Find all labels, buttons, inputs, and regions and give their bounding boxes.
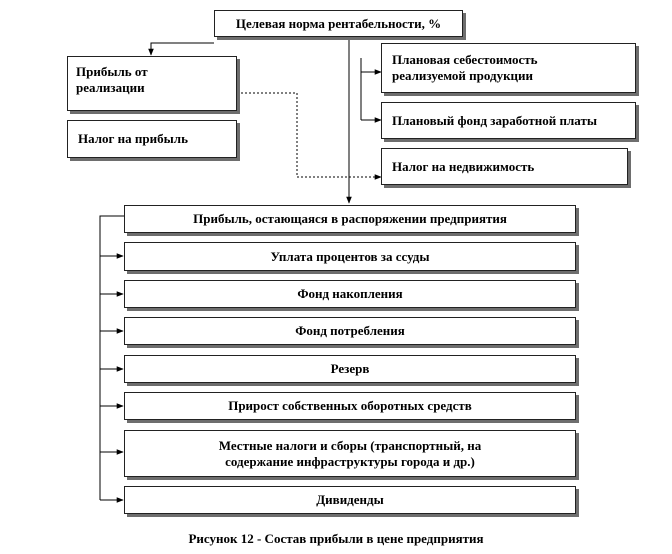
distribution-item	[124, 486, 576, 514]
distribution-item-label: Резерв	[330, 361, 370, 376]
profit-from-sales-box	[67, 56, 237, 111]
distribution-item-label: Фонд потребления	[295, 323, 405, 338]
target-profitability-box	[214, 10, 463, 37]
figure-caption: Рисунок 12 - Состав прибыли в цене предприятия	[188, 531, 484, 546]
profit-tax-box	[67, 120, 237, 158]
retained-profit-box	[124, 205, 576, 233]
target-profitability-label: Целевая норма рентабельности, %	[235, 15, 442, 31]
dotted-link-profit	[237, 93, 381, 177]
distribution-item-label: Уплата процентов за ссуды	[270, 248, 430, 264]
property-tax-box	[381, 148, 628, 185]
distribution-item	[124, 280, 576, 308]
profit-tax-label: Налог на прибыль	[78, 131, 188, 146]
distribution-item-label: Фонд накопления	[297, 286, 403, 301]
property-tax-label: Налог на недвижимость	[392, 158, 535, 174]
planned-wage-fund-box	[381, 102, 636, 139]
distribution-item-label: Местные налоги и сборы (транспортный, на содержание инфраструктуры города и др.)	[218, 437, 482, 469]
distribution-item	[124, 430, 576, 477]
distribution-item	[124, 355, 576, 383]
planned-wage-fund-label: Плановый фонд заработной платы	[392, 112, 598, 128]
profit-from-sales-label: Прибыль от реализации	[76, 64, 148, 95]
planned-cost-box	[381, 43, 636, 93]
arrow-top-to-profit	[151, 43, 214, 55]
distribution-item-label: Прирост собственных оборотных средств	[228, 398, 472, 413]
retained-profit-label: Прибыль, остающаяся в распоряжении предприятия	[193, 211, 507, 226]
planned-cost-label: Плановая себестоимость реализуемой продукции	[392, 52, 538, 83]
distribution-item	[124, 242, 576, 271]
distribution-item	[124, 392, 576, 420]
bracket-left	[100, 216, 124, 500]
distribution-item	[124, 317, 576, 345]
distribution-item-label: Дивиденды	[316, 492, 384, 507]
